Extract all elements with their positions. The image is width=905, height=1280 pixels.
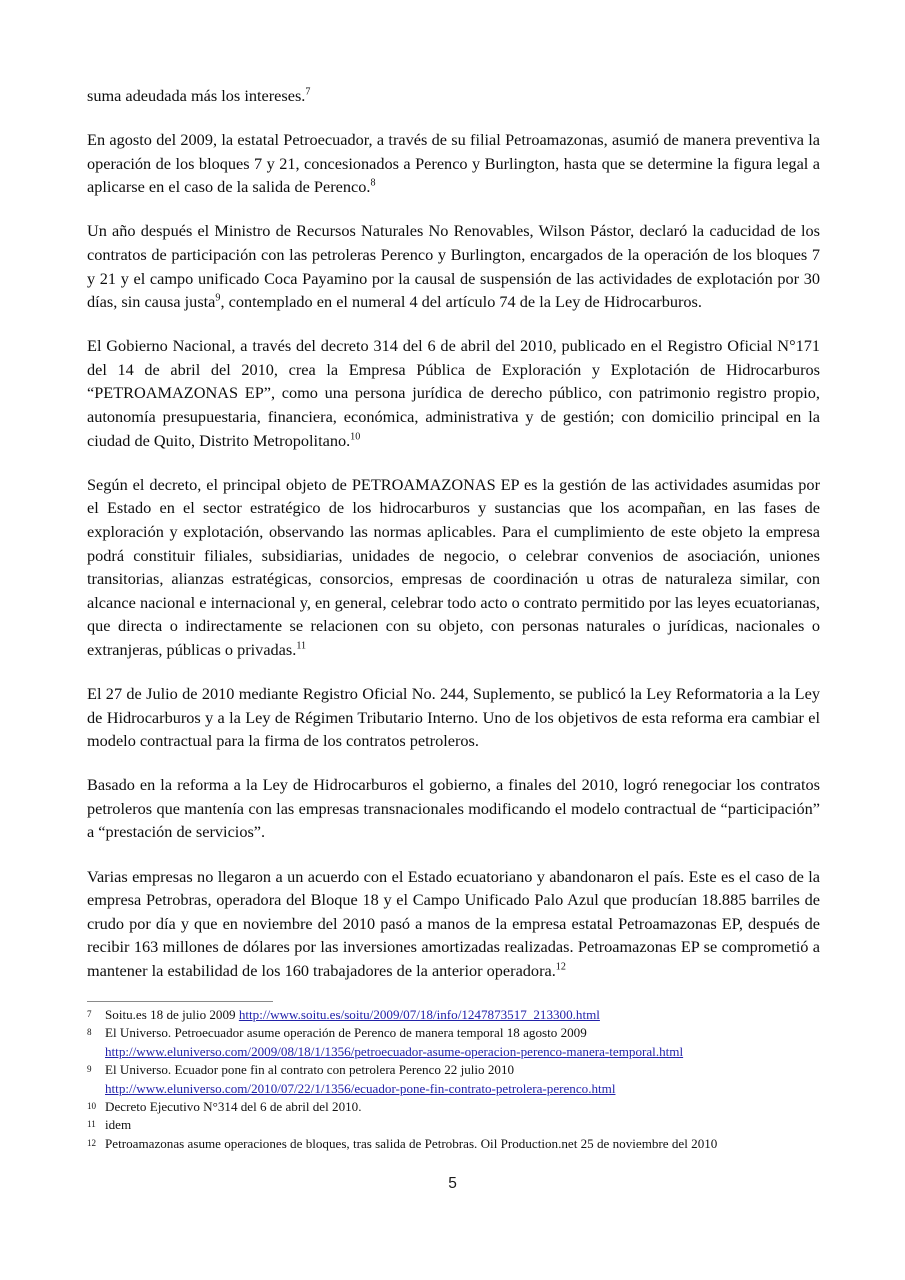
paragraph-text: Basado en la reforma a la Ley de Hidrocarburos el gobierno, a finales del 2010, logró renegociar los contratos petroleros que mantenía con las empresas transnacionales modificando el modelo contractual de “participación” a “prestación de servicios”.: [87, 775, 820, 842]
paragraph-text-before: Un año después el Ministro de Recursos Naturales No Renovables, Wilson Pástor, declaró la caducidad de los contratos de participación con las petroleras Perenco y Burlington, encargados de la operación de los bloques 7 y 21 y el campo unificado Coca Payamino por la causal de suspensión de las actividades de explotación por 30 días, sin causa justa: [87, 221, 820, 312]
footnote-text: El Universo. Petroecuador asume operación de Perenco de manera temporal 18 agosto 2009: [105, 1025, 587, 1041]
paragraph-intereses: [87, 84, 820, 108]
footnote-item: [87, 1061, 820, 1098]
paragraph-agosto-2009: [87, 128, 820, 199]
page-number: 5: [448, 1175, 457, 1192]
footnote-list: [87, 1006, 820, 1153]
paragraph-petrobras: [87, 865, 820, 983]
footnote-item: [87, 1098, 820, 1116]
paragraph-text: Según el decreto, el principal objeto de PETROAMAZONAS EP es la gestión de las actividades asumidas por el Estado en el sector estratégico de los hidrocarburos y sustancias que los acompañan, en las fases de exploración y explotación, observando las normas aplicables. Para el cumplimiento de este objeto la empresa podrá constituir filiales, subsidiarias, unidades de negocio, o celebrar convenios de asociación, uniones transitorias, alianzas estratégicas, consorcios, empresas de coordinación u otras de naturaleza similar, con alcance nacional e internacional y, en general, celebrar todo acto o contrato permitido por las leyes ecuatorianas, que directa o indirectamente se relacionen con su objeto, con personas naturales o jurídicas, nacionales o extranjeras, públicas o privadas.: [87, 474, 820, 659]
document-body: [87, 84, 820, 983]
footnote-text: Petroamazonas asume operaciones de bloques, tras salida de Petrobras. Oil Production.net 25 de noviembre del 2010: [105, 1135, 718, 1151]
paragraph-segun-decreto: [87, 473, 820, 662]
footnote-number: 8: [87, 1027, 92, 1038]
footnote-ref-8[interactable]: 8: [370, 177, 376, 189]
paragraph-text: Varias empresas no llegaron a un acuerdo con el Estado ecuatoriano y abandonaron el país. Este es el caso de la empresa Petrobras, operadora del Bloque 18 y el Campo Unificado Palo Azul que producían 18.885 barriles de crudo por día y que en noviembre del 2010 pasó a manos de la empresa estatal Petroamazonas EP, después de recibir 163 millones de dólares por las inversiones amortizadas realizadas. Petroamazonas EP se comprometió a mantener la estabilidad de los 160 trabajadores de la anterior operadora.: [87, 866, 820, 980]
paragraph-gobierno-nacional: [87, 334, 820, 452]
paragraph-ministro: [87, 219, 820, 313]
footnote-link[interactable]: http://www.eluniverso.com/2009/08/18/1/1356/petroecuador-asume-operacion-perenco-manera-temporal.html: [105, 1043, 684, 1059]
paragraph-text: En agosto del 2009, la estatal Petroecuador, a través de su filial Petroamazonas, asumió de manera preventiva la operación de los bloques 7 y 21, concesionados a Perenco y Burlington, hasta que se determine la figura legal a aplicarse en el caso de la salida de Perenco.: [87, 130, 820, 197]
footnote-ref-7[interactable]: 7: [305, 86, 311, 98]
paragraph-text: El 27 de Julio de 2010 mediante Registro Oficial No. 244, Suplemento, se publicó la Ley Reformatoria a la Ley de Hidrocarburos y a la Ley de Régimen Tributario Interno. Uno de los objetivos de esta reforma era cambiar el modelo contractual para la firma de los contratos petroleros.: [87, 683, 820, 751]
paragraph-text: suma adeudada más los intereses.: [87, 86, 306, 105]
footnote-number: 10: [87, 1101, 97, 1112]
footnote-link[interactable]: http://www.eluniverso.com/2010/07/22/1/1356/ecuador-pone-fin-contrato-petrolera-perenco.html: [105, 1080, 616, 1096]
footnote-number: 7: [87, 1009, 92, 1019]
footnote-ref-9[interactable]: 9: [215, 292, 221, 304]
footnote-item: [87, 1135, 820, 1153]
footnote-link[interactable]: http://www.soitu.es/soitu/2009/07/18/info/1247873517_213300.html: [238, 1007, 600, 1022]
footnote-ref-10[interactable]: 10: [350, 431, 361, 443]
footnote-text: idem: [105, 1117, 132, 1133]
footnote-number: 11: [87, 1119, 96, 1130]
paragraph-reforma-renegociar: [87, 773, 820, 844]
paragraph-text-after: , contemplado en el numeral 4 del artículo 74 de la Ley de Hidrocarburos.: [220, 292, 702, 312]
footnote-text: El Universo. Ecuador pone fin al contrato con petrolera Perenco 22 julio 2010: [105, 1062, 515, 1078]
footnote-item: [87, 1116, 820, 1134]
footnote-text: Soitu.es 18 de julio 2009: [105, 1007, 239, 1022]
footnote-ref-12[interactable]: 12: [555, 961, 566, 973]
paragraph-text: El Gobierno Nacional, a través del decreto 314 del 6 de abril del 2010, publicado en el Registro Oficial N°171 del 14 de abril del 2010, crea la Empresa Pública de Exploración y Explotación de Hidrocarburos “PETROAMAZONAS EP”, como una persona jurídica de derecho público, con patrimonio registro propio, autonomía presupuestaria, financiera, económica, administrativa y de gestión; con domicilio principal en la ciudad de Quito, Distrito Metropolitano.: [87, 336, 820, 450]
paragraph-registro-oficial-244: [87, 682, 820, 753]
footnote-item: [87, 1006, 820, 1024]
footnote-item: [87, 1024, 820, 1061]
footnote-separator-rule: [87, 1001, 273, 1002]
footnote-area: [87, 1001, 820, 1153]
footnote-number: 9: [87, 1064, 92, 1075]
footnote-ref-11[interactable]: 11: [296, 640, 307, 652]
footnote-text: Decreto Ejecutivo N°314 del 6 de abril del 2010.: [105, 1099, 362, 1115]
footnote-number: 12: [87, 1137, 97, 1148]
